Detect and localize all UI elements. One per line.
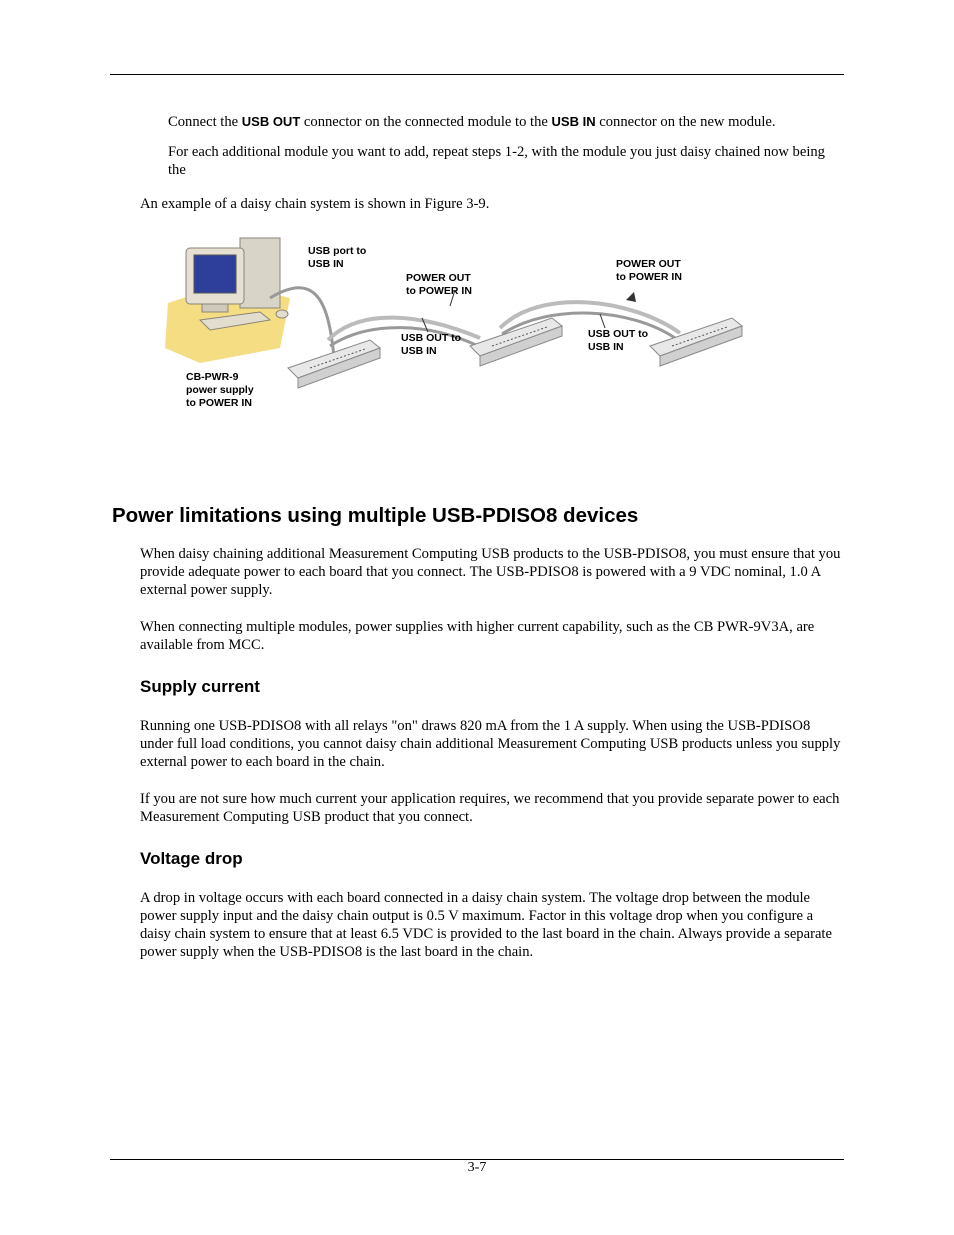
section-para-1: When daisy chaining additional Measurement Computing USB products to the USB-PDISO8, you must ensure that you provide adequate power to each board that you connect. The USB-PDISO8 is powered with a 9 VDC nominal, 1.0 A external power supply. (140, 546, 841, 598)
page-number: 3-7 (467, 1160, 487, 1175)
label-power-out-1: POWER OUT to POWER IN (406, 272, 472, 297)
computer-icon (165, 238, 290, 363)
section-para-2: When connecting multiple modules, power supplies with higher current capability, such as the CB PWR-9V3A, are available from MCC. (140, 619, 815, 653)
voltage-drop-title: Voltage drop (140, 849, 243, 868)
supply-current-para-1: Running one USB-PDISO8 with all relays "on" draws 820 mA from the 1 A supply. When using the USB-PDISO8 under full load conditions, you cannot daisy chain additional Measurement Computing USB products unless you supply external power to each board in the chain. (140, 718, 841, 770)
step-3-text (168, 113, 844, 131)
supply-current-para-2: If you are not sure how much current your application requires, we recommend that you provide separate power to each Measurement Computing USB product that you connect. (140, 791, 840, 825)
section-title: Power limitations using multiple USB-PDISO8 devices (112, 504, 639, 527)
supply-current-title: Supply current (140, 677, 260, 696)
usb-out-term: USB OUT (241, 114, 301, 129)
label-power-out-2: POWER OUT to POWER IN (616, 258, 682, 283)
daisy-chain-figure (160, 228, 760, 428)
header-rule (110, 74, 844, 75)
step-4-text: For each additional module you want to add, repeat steps 1-2, with the module you just daisy chained now being the (168, 144, 825, 178)
usb-in-term: USB IN (551, 114, 596, 129)
step-3-suffix: connector on the new module. (595, 114, 776, 130)
arrow-icon (626, 292, 636, 302)
label-power-supply: CB-PWR-9 power supply to POWER IN (186, 371, 254, 409)
label-usb-out-1: USB OUT to USB IN (401, 332, 462, 357)
step-3-middle: connector on the connected module to the (300, 114, 552, 130)
label-usb-port: USB port to USB IN (308, 245, 367, 270)
figure-intro: An example of a daisy chain system is shown in Figure 3-9. (140, 196, 490, 212)
voltage-drop-para-1: A drop in voltage occurs with each board connected in a daisy chain system. The voltage drop between the module power supply input and the daisy chain output is 0.5 V maximum. Factor in this voltage drop when you configure a daisy chain system to ensure that at least 6.5 VDC is provided to the last board in the chain. Always provide a separate power supply when the USB-PDISO8 is the last board in the chain. (140, 890, 832, 960)
label-usb-out-2: USB OUT to USB IN (588, 328, 649, 353)
step-3-prefix: Connect the (168, 114, 242, 130)
